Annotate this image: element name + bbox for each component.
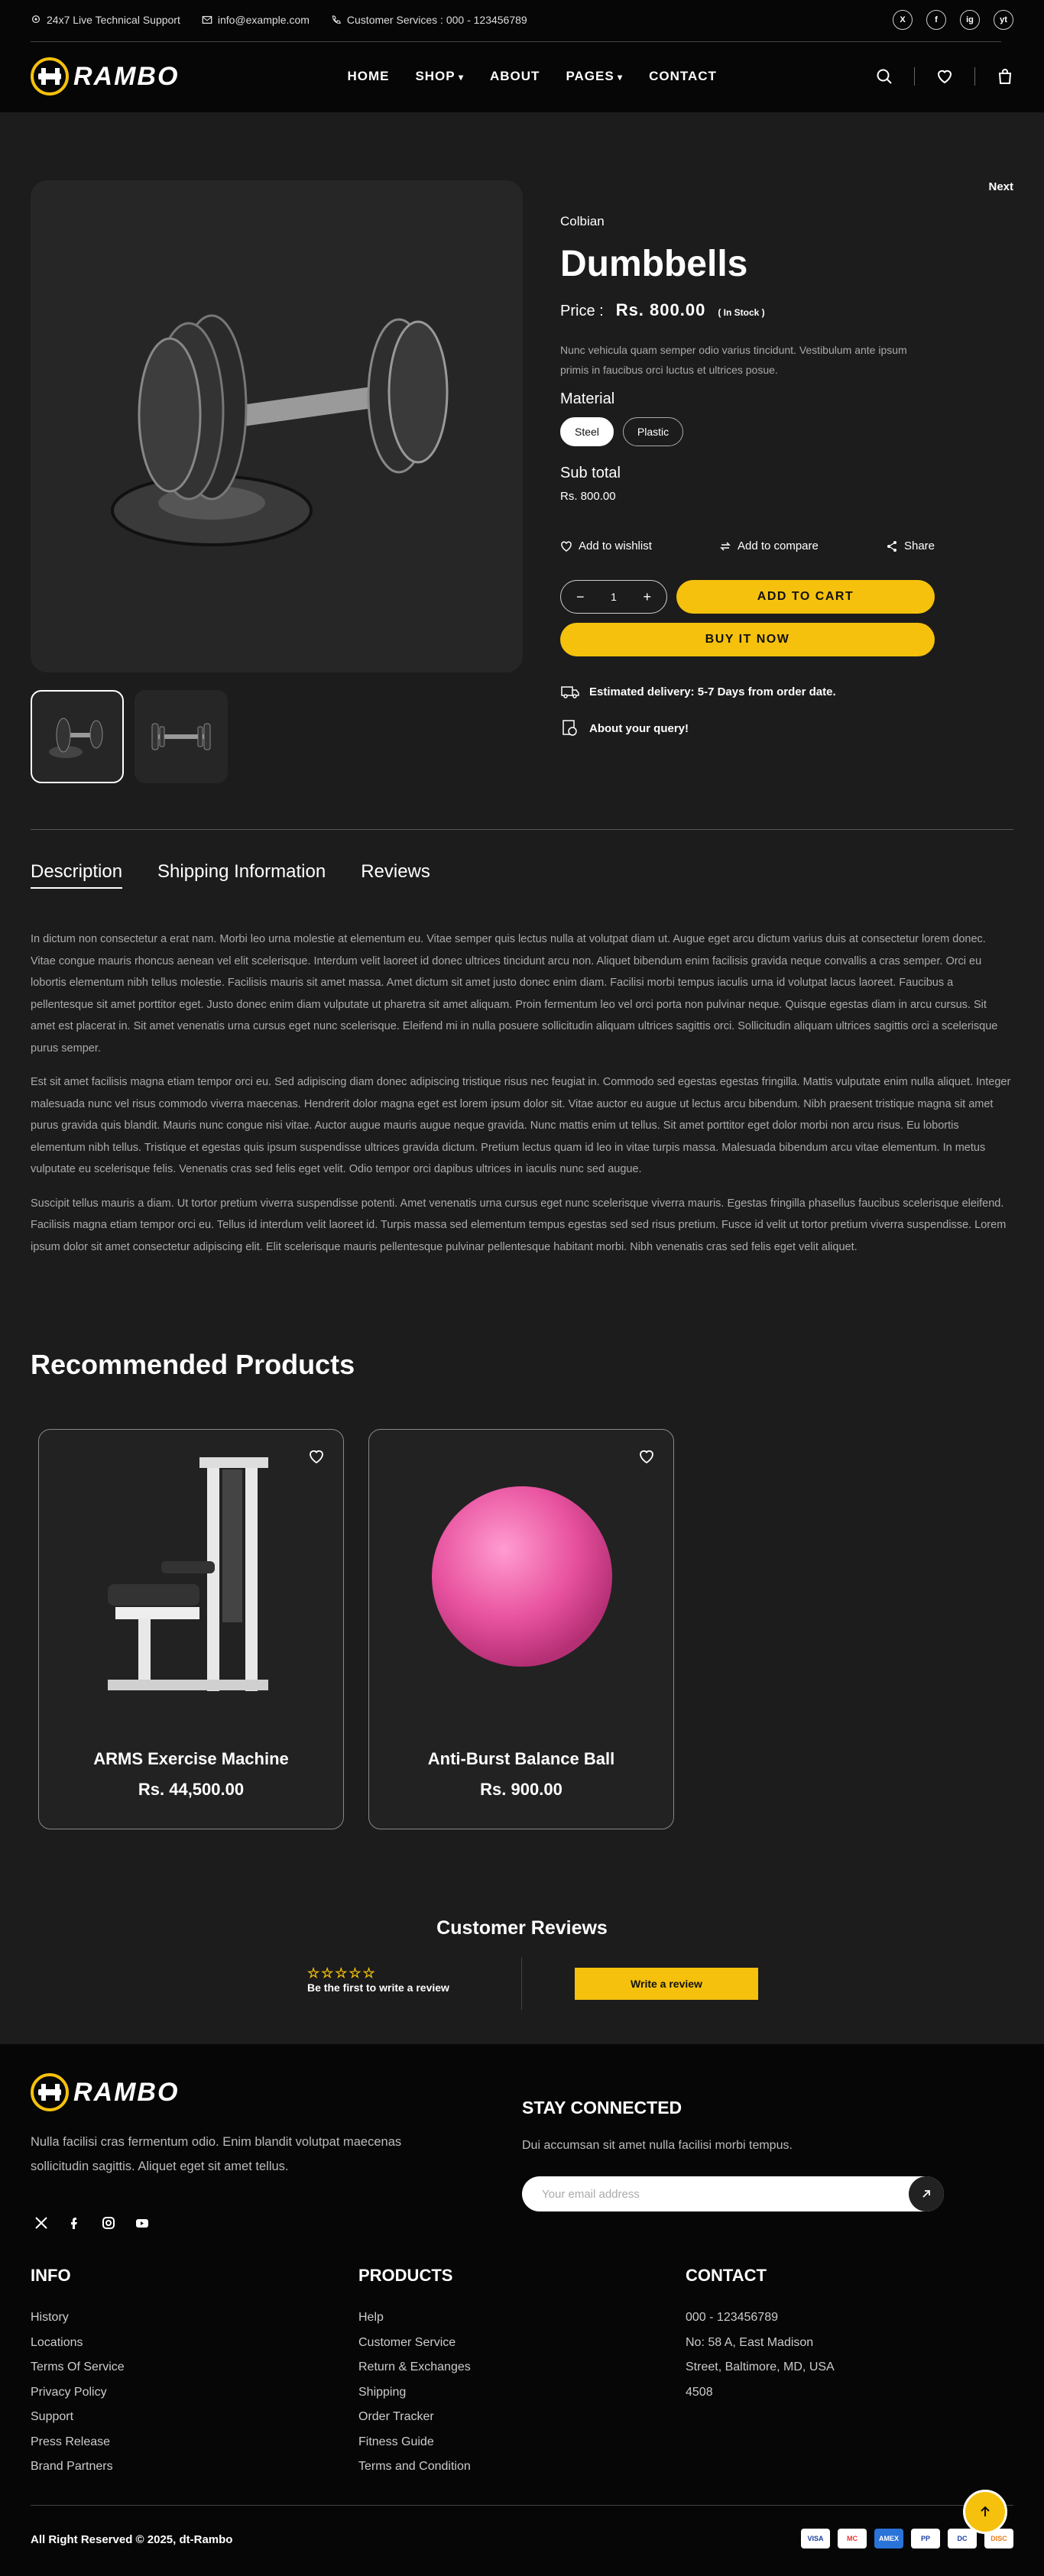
- product-brand[interactable]: Colbian: [560, 214, 605, 228]
- footer-link[interactable]: Terms and Condition: [358, 2460, 471, 2473]
- location-icon: [31, 15, 41, 25]
- header-divider: [31, 41, 1001, 42]
- nav-pages[interactable]: [566, 69, 623, 84]
- youtube-icon[interactable]: yt: [994, 10, 1013, 30]
- share-label: Share: [903, 540, 935, 552]
- tab-description[interactable]: Description: [31, 861, 122, 889]
- purchase-row: [560, 580, 935, 614]
- chevron-down-icon: [456, 69, 464, 83]
- compare-icon: [719, 540, 731, 552]
- footer-link[interactable]: Terms Of Service: [31, 2361, 125, 2373]
- product-card-image: [70, 1454, 314, 1699]
- product-card-name[interactable]: ARMS Exercise Machine: [93, 1749, 289, 1768]
- search-icon[interactable]: [876, 68, 893, 85]
- query-text: About your query!: [589, 721, 689, 735]
- facebook-icon[interactable]: f: [926, 10, 946, 30]
- exercise-machine-image: [92, 1454, 291, 1699]
- footer-link[interactable]: History: [31, 2311, 69, 2324]
- x-icon[interactable]: [34, 2215, 49, 2231]
- product-short-description: Nunc vehicula quam semper odio varius tincidunt. Vestibulum ante ipsum primis in faucibus orci luctus et ultrices posue.: [560, 344, 907, 376]
- footer-info-column: [31, 2266, 125, 2480]
- email-text[interactable]: info@example.com: [217, 14, 310, 26]
- material-options: [560, 417, 935, 446]
- nav-home[interactable]: HOME: [347, 69, 390, 83]
- reviews-title: Customer Reviews: [436, 1917, 608, 1939]
- quantity-stepper: [560, 580, 667, 614]
- phone-info: [331, 14, 527, 26]
- buy-now-button[interactable]: BUY IT NOW: [560, 623, 935, 656]
- footer-link[interactable]: Brand Partners: [31, 2460, 113, 2473]
- price-label: Price :: [560, 303, 604, 319]
- product-price: Rs. 800.00: [615, 300, 706, 319]
- product-card-name[interactable]: Anti-Burst Balance Ball: [427, 1749, 615, 1768]
- social-links: [893, 10, 1013, 30]
- quantity-value[interactable]: 1: [611, 591, 617, 603]
- rating-summary: [307, 1965, 449, 1994]
- price-row: [560, 300, 935, 320]
- mastercard-icon: MC: [838, 2529, 867, 2548]
- product-tabs: [31, 861, 430, 889]
- facebook-icon[interactable]: [67, 2215, 83, 2231]
- arrow-up-right-icon: [920, 2188, 932, 2200]
- description-paragraph: Suscipit tellus mauris a diam. Ut tortor pretium viverra suspendisse potenti. Amet venenatis urna cursus eget nunc scelerisque viverra mauris. Egestas fringilla phasellus faucibus scelerisque eleifend. Facilisis magna etiam tempor orci eu. Tellus id interdum velit laoreet id. Turpis massa sed elementum tempus egestas sed sed risus pretium. Fusce id velit ut tortor pretium viverra suspendisse. Lorem ipsum dolor sit amet consectetur adipiscing elit. Elit scelerisque mauris pellentesque pulvinar pellentesque habitant morbi. Nibh venenatis cras sed felis eget velit aliquet.: [31, 1197, 1007, 1253]
- amex-icon: AMEX: [874, 2529, 903, 2548]
- recommended-title: Recommended Products: [31, 1349, 355, 1380]
- logo-mark: [31, 57, 69, 96]
- separator: [521, 1958, 522, 2010]
- balance-ball-image: [426, 1481, 618, 1672]
- product-card-price: Rs. 900.00: [480, 1780, 563, 1799]
- footer-link[interactable]: Press Release: [31, 2435, 111, 2448]
- footer-link[interactable]: Locations: [31, 2335, 83, 2349]
- footer-link[interactable]: Customer Service: [358, 2335, 456, 2349]
- logo[interactable]: [31, 57, 179, 96]
- wishlist-button[interactable]: [560, 540, 652, 552]
- copyright: All Right Reserved © 2025, dt-Rambo: [31, 2533, 233, 2546]
- delivery-info: [560, 682, 935, 701]
- footer-contact-column: [686, 2266, 835, 2405]
- nav-shop-label: SHOP: [415, 69, 456, 83]
- description-paragraph: Est sit amet facilisis magna etiam tempor orci eu. Sed adipiscing diam donec adipiscing tristique risus nec feugiat in. Commodo sed egestas egestas fringilla. Mattis vulputate enim nulla aliquet. Integer malesuada nunc vel risus commodo viverra maecenas. Hendrerit dolor magna eget est lorem ipsum dolor sit. Vitae auctor eu augue ut lectus arcu bibendum. Nibh praesent tristique magna sit amet purus gravida quis blandit. Mauris nunc congue nisi vitae. Auctor augue mauris augue neque gravida. Nunc mattis enim ut tellus. Sit amet porttitor eget dolor morbi non arcu risus. Eu lobortis elementum nibh tellus. Tristique et egestas quis ipsum suspendisse ultrices gravida dictum. Pretium lectus quam id leo in vitae turpis massa. Malesuada bibendum arcu vitae elementum. In metus vulputate eu scelerisque felis. Venenatis cras sed felis eget velit. Odio tempor orci dapibus ultrices in iaculis nunc sed augue.: [31, 1076, 1011, 1175]
- footer-logo[interactable]: [31, 2073, 179, 2111]
- logo-mark: [31, 2073, 69, 2111]
- heart-icon[interactable]: [936, 68, 953, 85]
- contact-address: 4508: [686, 2385, 713, 2399]
- thumbnail-1[interactable]: [31, 690, 124, 783]
- stock-status: ( In Stock ): [718, 307, 765, 318]
- chevron-down-icon: [614, 69, 623, 83]
- subscribe-button[interactable]: [909, 2176, 944, 2211]
- newsletter-form: [522, 2176, 944, 2211]
- product-info: [560, 214, 935, 756]
- main-nav-bar: [31, 55, 1013, 98]
- product-title: Dumbbells: [560, 244, 748, 284]
- discover-icon: DISC: [984, 2529, 1013, 2548]
- footer-link[interactable]: Return & Exchanges: [358, 2361, 471, 2373]
- instagram-icon[interactable]: ig: [960, 10, 980, 30]
- visa-icon: VISA: [801, 2529, 830, 2548]
- paypal-icon: PP: [911, 2529, 940, 2548]
- section-divider: [31, 829, 1013, 830]
- tab-reviews[interactable]: Reviews: [361, 861, 430, 882]
- footer-products-column: [358, 2266, 471, 2480]
- product-card-image: [400, 1454, 644, 1699]
- product-meta: [560, 682, 935, 737]
- compare-button[interactable]: [719, 540, 819, 552]
- cart-icon[interactable]: [997, 68, 1013, 85]
- mail-icon: [202, 15, 212, 25]
- share-button[interactable]: [886, 540, 935, 552]
- query-info[interactable]: [560, 719, 935, 737]
- separator: [974, 67, 975, 86]
- dumbbell-thumb-image: [143, 718, 219, 756]
- material-option-steel[interactable]: Steel: [560, 417, 614, 446]
- increase-quantity-button[interactable]: +: [643, 588, 651, 604]
- write-review-button[interactable]: Write a review: [575, 1968, 758, 2000]
- share-icon: [886, 540, 898, 552]
- logo-text: RAMBO: [73, 61, 180, 91]
- footer-link[interactable]: Shipping: [358, 2385, 407, 2399]
- dumbbell-thumb-image: [47, 710, 108, 763]
- footer: [0, 2044, 1044, 2576]
- truck-icon: [560, 682, 580, 701]
- email-info[interactable]: [202, 14, 310, 26]
- x-icon[interactable]: X: [893, 10, 913, 30]
- footer-divider: [31, 2505, 1013, 2506]
- main-nav: [347, 69, 716, 84]
- footer-link[interactable]: Order Tracker: [358, 2410, 434, 2423]
- nav-pages-label: PAGES: [566, 69, 614, 83]
- footer-contact-title: CONTACT: [686, 2266, 767, 2285]
- footer-link[interactable]: Privacy Policy: [31, 2385, 107, 2399]
- nav-shop[interactable]: [415, 69, 464, 84]
- delivery-text: Estimated delivery: 5-7 Days from order date.: [589, 685, 836, 698]
- nav-about[interactable]: ABOUT: [489, 69, 540, 83]
- star-rating: ☆☆☆☆☆: [307, 1965, 377, 1981]
- stay-connected-text: Dui accumsan sit amet nulla facilisi morbi tempus.: [522, 2139, 793, 2152]
- footer-info-title: INFO: [31, 2266, 71, 2285]
- tab-shipping-information[interactable]: Shipping Information: [157, 861, 326, 882]
- footer-products-title: PRODUCTS: [358, 2266, 453, 2285]
- instagram-icon[interactable]: [101, 2215, 116, 2231]
- footer-social: [34, 2215, 150, 2231]
- decrease-quantity-button[interactable]: −: [576, 588, 585, 604]
- thumbnail-2[interactable]: [135, 690, 228, 783]
- support-text: 24x7 Live Technical Support: [47, 14, 180, 26]
- youtube-icon[interactable]: [135, 2215, 150, 2231]
- product-card[interactable]: [38, 1429, 344, 1829]
- product-actions: [560, 540, 935, 552]
- contact-phone[interactable]: 000 - 123456789: [686, 2311, 778, 2324]
- support-info: [31, 14, 180, 26]
- product-image[interactable]: [31, 180, 523, 672]
- description-content: [31, 928, 1013, 1270]
- dumbbell-image: [97, 281, 456, 572]
- arrow-up-icon: [978, 2504, 993, 2519]
- next-product-link[interactable]: Next: [988, 180, 1013, 193]
- material-label: Material: [560, 390, 615, 407]
- separator: [914, 67, 915, 86]
- subtotal-value: Rs. 800.00: [560, 490, 616, 503]
- stay-connected-title: STAY CONNECTED: [522, 2098, 682, 2118]
- email-input[interactable]: Your email address: [542, 2187, 640, 2201]
- phone-icon: [331, 15, 342, 25]
- no-reviews-text: Be the first to write a review: [307, 1981, 449, 1994]
- heart-icon: [560, 540, 572, 552]
- contact-address: Street, Baltimore, MD, USA: [686, 2361, 835, 2373]
- logo-text: RAMBO: [73, 2077, 180, 2107]
- footer-description: Nulla facilisi cras fermentum odio. Enim blandit volutpat maecenas sollicitudin sagittis. Aliquet eget sit amet tellus.: [31, 2135, 402, 2173]
- phone-text: Customer Services : 000 - 123456789: [346, 14, 527, 26]
- thumbnail-strip: [31, 690, 228, 783]
- add-to-cart-button[interactable]: ADD TO CART: [676, 580, 935, 614]
- wishlist-label: Add to wishlist: [579, 540, 652, 552]
- subtotal-label: Sub total: [560, 465, 621, 481]
- product-card[interactable]: [368, 1429, 674, 1829]
- footer-link[interactable]: Help: [358, 2311, 384, 2324]
- product-card-price: Rs. 44,500.00: [138, 1780, 245, 1799]
- footer-link[interactable]: Support: [31, 2410, 74, 2423]
- description-paragraph: In dictum non consectetur a erat nam. Morbi leo urna molestie at elementum eu. Vitae semper quis lectus nulla at volutpat diam ut. Augue eget arcu dictum varius duis at consectetur lorem donec. Vitae congue mauris rhoncus aenean vel elit scelerisque. Interdum velit laoreet id donec ultrices tincidunt arcu non. Aliquet bibendum enim facilisis gravida neque convallis a cras semper. Orci eu lobortis elementum nibh tellus molestie. Facilisis mauris sit amet massa. Amet dictum sit amet justo donec enim diam. Facilisi morbi tempus iaculis urna id volutpat lacus laoreet. Faucibus a pellentesque sit amet porttitor eget. Justo donec enim diam vulputate ut pharetra sit amet aliquam. Proin fermentum leo vel orci porta non pulvinar neque. Quisque egestas diam in arcu cursus. Sit amet est placerat in. Sit amet venenatis urna cursus eget nunc scelerisque. Eleifend mi in nulla posuere sollicitudin aliquam ultrices sagittis orci. Sollicitudin aliquam ultrices sagittis orci a scelerisque purus semper.: [31, 933, 998, 1055]
- compare-label: Add to compare: [737, 540, 819, 552]
- info-bar: [31, 11, 1013, 29]
- diners-club-icon: DC: [948, 2529, 977, 2548]
- material-option-plastic[interactable]: Plastic: [623, 417, 683, 446]
- back-to-top-button[interactable]: [963, 2490, 1007, 2534]
- header-actions: [876, 67, 1013, 86]
- contact-address: No: 58 A, East Madison: [686, 2335, 814, 2349]
- nav-contact[interactable]: CONTACT: [649, 69, 717, 83]
- question-icon: [560, 719, 580, 737]
- header: [0, 0, 1044, 112]
- footer-link[interactable]: Fitness Guide: [358, 2435, 434, 2448]
